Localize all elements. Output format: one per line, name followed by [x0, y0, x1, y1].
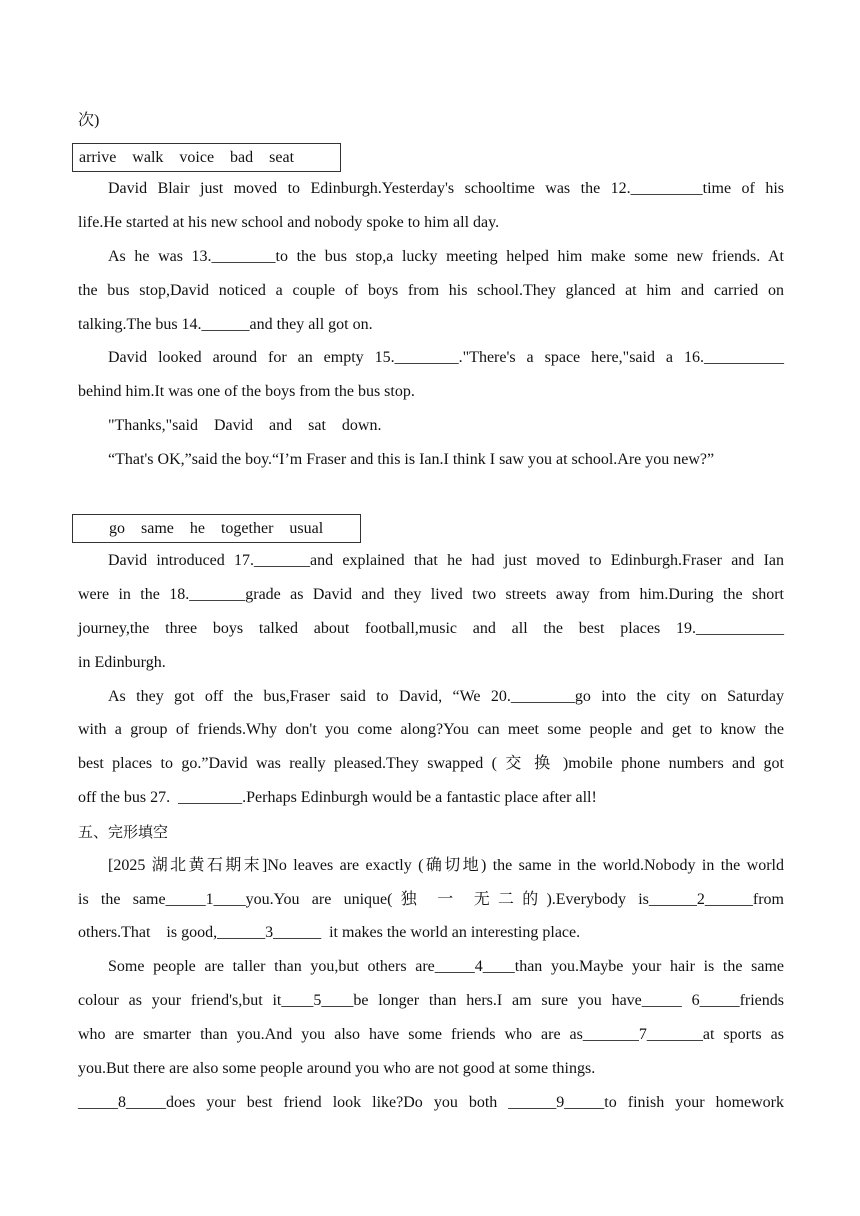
- text-line: "Thanks,"said David and sat down.: [108, 417, 382, 434]
- text-line: the bus stop,David noticed a couple of boys from his school.They glanced at him and carried on: [78, 282, 784, 299]
- text-line: David Blair just moved to Edinburgh.Yesterday's schooltime was the 12._________time of his: [108, 180, 784, 197]
- text-line: in Edinburgh.: [78, 654, 166, 671]
- text-line: behind him.It was one of the boys from the bus stop.: [78, 383, 415, 400]
- text-line: David looked around for an empty 15.________."There's a space here,"said a 16.__________: [108, 349, 784, 366]
- text-line: “That's OK,”said the boy.“I’m Fraser and this is Ian.I think I saw you at school.Are you new?”: [108, 451, 715, 468]
- word-box-1: arrive walk voice bad seat: [72, 143, 341, 172]
- text-line: _____8_____does your best friend look like?Do you both ______9_____to finish your homework: [78, 1094, 784, 1111]
- top-fragment: 次): [78, 112, 100, 129]
- text-line: you.But there are also some people around you who are not good at some things.: [78, 1060, 596, 1077]
- text-line: Some people are taller than you,but others are_____4____than you.Maybe your hair is the same: [108, 958, 784, 975]
- text-line: off the bus 27. ________.Perhaps Edinburgh would be a fantastic place after all!: [78, 789, 597, 806]
- text-line: others.That is good,______3______ it makes the world an interesting place.: [78, 924, 581, 941]
- text-line: were in the 18._______grade as David and they lived two streets away from him.During the short: [78, 586, 784, 603]
- text-line: life.He started at his new school and nobody spoke to him all day.: [78, 214, 500, 231]
- text-line: David introduced 17._______and explained that he had just moved to Edinburgh.Fraser and Ian: [108, 552, 784, 569]
- text-line: best places to go.”David was really pleased.They swapped ( 交 换 )mobile phone numbers and got: [78, 755, 784, 772]
- text-line: As they got off the bus,Fraser said to David, “We 20.________go into the city on Saturday: [108, 688, 784, 705]
- text-line: talking.The bus 14.______and they all got on.: [78, 316, 373, 333]
- text-line: As he was 13.________to the bus stop,a lucky meeting helped him make some new friends. At: [108, 248, 784, 265]
- text-line: who are smarter than you.And you also have some friends who are as_______7_______at sports as: [78, 1026, 784, 1043]
- text-line: is the same_____1____you.You are unique(独 一 无二的).Everybody is______2______from: [78, 891, 784, 908]
- word-box-2: go same he together usual: [72, 514, 361, 543]
- text-line: [2025 湖北黄石期末]No leaves are exactly (确切地) the same in the world.Nobody in the world: [108, 857, 784, 874]
- text-line: with a group of friends.Why don't you come along?You can meet some people and get to know the: [78, 721, 784, 738]
- text-line: colour as your friend's,but it____5____be longer than hers.I am sure you have_____ 6_____friends: [78, 992, 784, 1009]
- text-line: journey,the three boys talked about football,music and all the best places 19.___________: [78, 620, 784, 637]
- section-heading: 五、完形填空: [78, 823, 169, 841]
